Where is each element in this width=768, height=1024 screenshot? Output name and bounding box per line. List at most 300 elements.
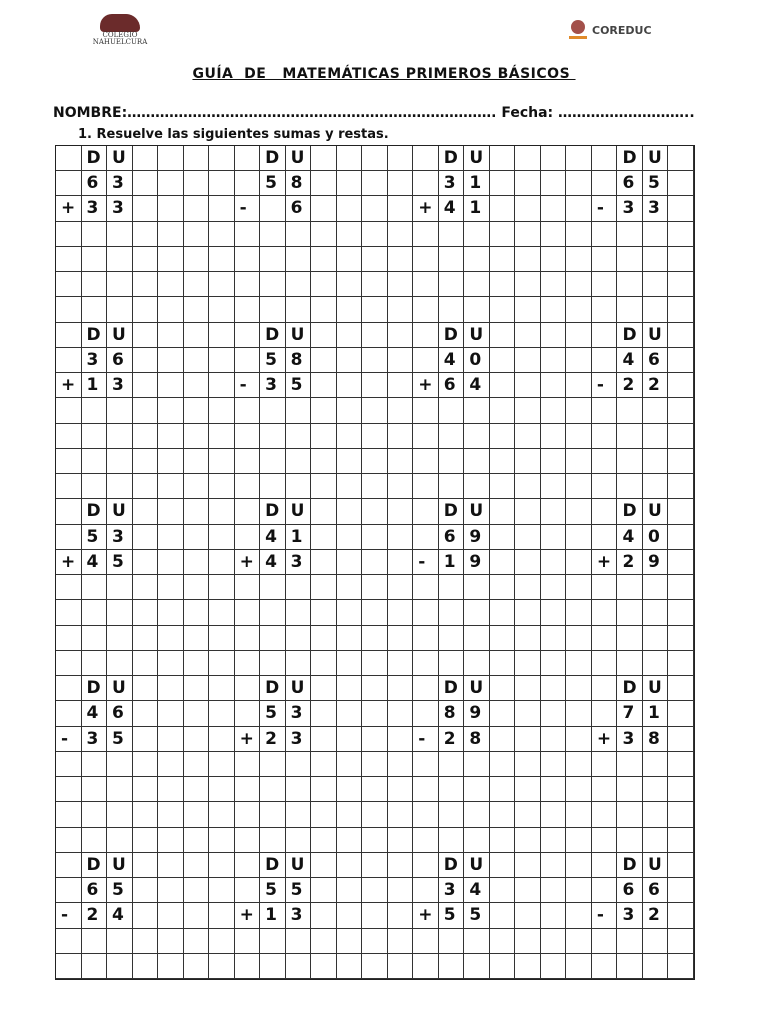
answer-cell[interactable] — [158, 398, 184, 423]
answer-cell[interactable] — [235, 171, 261, 196]
answer-cell[interactable] — [209, 247, 235, 272]
answer-cell[interactable] — [388, 474, 414, 499]
answer-cell[interactable] — [464, 474, 490, 499]
answer-cell[interactable] — [388, 196, 414, 221]
answer-cell[interactable] — [362, 828, 388, 853]
answer-cell[interactable] — [311, 929, 337, 954]
answer-cell[interactable] — [592, 474, 618, 499]
answer-cell[interactable] — [235, 247, 261, 272]
answer-cell[interactable] — [82, 954, 108, 979]
answer-cell[interactable] — [668, 196, 694, 221]
answer-cell[interactable] — [541, 676, 567, 701]
answer-cell[interactable] — [362, 550, 388, 575]
answer-cell[interactable] — [413, 676, 439, 701]
answer-cell[interactable] — [184, 424, 210, 449]
answer-cell[interactable] — [337, 247, 363, 272]
answer-cell[interactable] — [464, 626, 490, 651]
answer-cell[interactable] — [209, 878, 235, 903]
answer-cell[interactable] — [184, 802, 210, 827]
answer-cell[interactable] — [413, 777, 439, 802]
answer-cell[interactable] — [107, 474, 133, 499]
answer-cell[interactable] — [107, 272, 133, 297]
answer-cell[interactable] — [56, 525, 82, 550]
answer-cell[interactable] — [184, 272, 210, 297]
answer-cell[interactable] — [388, 146, 414, 171]
answer-cell[interactable] — [362, 474, 388, 499]
answer-cell[interactable] — [56, 600, 82, 625]
answer-cell[interactable] — [158, 424, 184, 449]
answer-cell[interactable] — [439, 777, 465, 802]
answer-cell[interactable] — [439, 222, 465, 247]
answer-cell[interactable] — [286, 828, 312, 853]
answer-cell[interactable] — [209, 727, 235, 752]
answer-cell[interactable] — [56, 449, 82, 474]
answer-cell[interactable] — [515, 424, 541, 449]
answer-cell[interactable] — [337, 600, 363, 625]
answer-cell[interactable] — [617, 222, 643, 247]
answer-cell[interactable] — [209, 752, 235, 777]
answer-cell[interactable] — [133, 752, 159, 777]
answer-cell[interactable] — [56, 802, 82, 827]
answer-cell[interactable] — [515, 171, 541, 196]
answer-cell[interactable] — [413, 651, 439, 676]
answer-cell[interactable] — [311, 222, 337, 247]
answer-cell[interactable] — [286, 449, 312, 474]
answer-cell[interactable] — [413, 146, 439, 171]
answer-cell[interactable] — [82, 424, 108, 449]
answer-cell[interactable] — [566, 525, 592, 550]
answer-cell[interactable] — [566, 297, 592, 322]
answer-cell[interactable] — [260, 575, 286, 600]
answer-cell[interactable] — [209, 777, 235, 802]
answer-cell[interactable] — [566, 575, 592, 600]
answer-cell[interactable] — [235, 323, 261, 348]
answer-cell[interactable] — [133, 727, 159, 752]
answer-cell[interactable] — [668, 878, 694, 903]
answer-cell[interactable] — [515, 272, 541, 297]
answer-cell[interactable] — [82, 802, 108, 827]
answer-cell[interactable] — [413, 449, 439, 474]
answer-cell[interactable] — [592, 853, 618, 878]
answer-cell[interactable] — [362, 171, 388, 196]
answer-cell[interactable] — [388, 828, 414, 853]
answer-cell[interactable] — [617, 651, 643, 676]
answer-cell[interactable] — [362, 575, 388, 600]
answer-cell[interactable] — [311, 600, 337, 625]
answer-cell[interactable] — [668, 272, 694, 297]
answer-cell[interactable] — [107, 651, 133, 676]
answer-cell[interactable] — [439, 424, 465, 449]
answer-cell[interactable] — [413, 474, 439, 499]
answer-cell[interactable] — [133, 777, 159, 802]
answer-cell[interactable] — [82, 600, 108, 625]
answer-cell[interactable] — [184, 878, 210, 903]
answer-cell[interactable] — [388, 171, 414, 196]
answer-cell[interactable] — [388, 449, 414, 474]
answer-cell[interactable] — [362, 727, 388, 752]
answer-cell[interactable] — [668, 297, 694, 322]
answer-cell[interactable] — [643, 474, 669, 499]
answer-cell[interactable] — [311, 196, 337, 221]
answer-cell[interactable] — [184, 398, 210, 423]
answer-cell[interactable] — [490, 828, 516, 853]
answer-cell[interactable] — [592, 247, 618, 272]
answer-cell[interactable] — [133, 575, 159, 600]
answer-cell[interactable] — [260, 600, 286, 625]
answer-cell[interactable] — [260, 222, 286, 247]
answer-cell[interactable] — [490, 626, 516, 651]
answer-cell[interactable] — [388, 398, 414, 423]
answer-cell[interactable] — [107, 424, 133, 449]
answer-cell[interactable] — [337, 373, 363, 398]
answer-cell[interactable] — [209, 701, 235, 726]
answer-cell[interactable] — [286, 398, 312, 423]
answer-cell[interactable] — [592, 600, 618, 625]
answer-cell[interactable] — [515, 954, 541, 979]
answer-cell[interactable] — [668, 348, 694, 373]
answer-cell[interactable] — [286, 222, 312, 247]
answer-cell[interactable] — [107, 297, 133, 322]
answer-cell[interactable] — [107, 802, 133, 827]
answer-cell[interactable] — [337, 196, 363, 221]
answer-cell[interactable] — [515, 499, 541, 524]
answer-cell[interactable] — [515, 600, 541, 625]
answer-cell[interactable] — [617, 272, 643, 297]
answer-cell[interactable] — [541, 272, 567, 297]
answer-cell[interactable] — [541, 196, 567, 221]
answer-cell[interactable] — [617, 954, 643, 979]
answer-cell[interactable] — [566, 752, 592, 777]
answer-cell[interactable] — [311, 449, 337, 474]
answer-cell[interactable] — [566, 474, 592, 499]
answer-cell[interactable] — [592, 752, 618, 777]
answer-cell[interactable] — [362, 878, 388, 903]
answer-cell[interactable] — [286, 424, 312, 449]
answer-cell[interactable] — [413, 525, 439, 550]
answer-cell[interactable] — [515, 903, 541, 928]
answer-cell[interactable] — [133, 297, 159, 322]
answer-cell[interactable] — [311, 752, 337, 777]
answer-cell[interactable] — [56, 272, 82, 297]
answer-cell[interactable] — [566, 777, 592, 802]
answer-cell[interactable] — [337, 323, 363, 348]
answer-cell[interactable] — [490, 777, 516, 802]
answer-cell[interactable] — [566, 903, 592, 928]
answer-cell[interactable] — [56, 323, 82, 348]
answer-cell[interactable] — [133, 701, 159, 726]
answer-cell[interactable] — [311, 297, 337, 322]
answer-cell[interactable] — [107, 247, 133, 272]
answer-cell[interactable] — [184, 853, 210, 878]
answer-cell[interactable] — [337, 676, 363, 701]
answer-cell[interactable] — [209, 474, 235, 499]
answer-cell[interactable] — [337, 954, 363, 979]
answer-cell[interactable] — [668, 853, 694, 878]
answer-cell[interactable] — [133, 802, 159, 827]
answer-cell[interactable] — [592, 171, 618, 196]
answer-cell[interactable] — [362, 626, 388, 651]
answer-cell[interactable] — [490, 651, 516, 676]
answer-cell[interactable] — [541, 525, 567, 550]
answer-cell[interactable] — [592, 499, 618, 524]
answer-cell[interactable] — [439, 752, 465, 777]
answer-cell[interactable] — [413, 701, 439, 726]
answer-cell[interactable] — [515, 474, 541, 499]
answer-cell[interactable] — [362, 777, 388, 802]
answer-cell[interactable] — [566, 651, 592, 676]
answer-cell[interactable] — [643, 222, 669, 247]
answer-cell[interactable] — [260, 954, 286, 979]
answer-cell[interactable] — [592, 449, 618, 474]
answer-cell[interactable] — [133, 247, 159, 272]
answer-cell[interactable] — [82, 398, 108, 423]
answer-cell[interactable] — [82, 651, 108, 676]
answer-cell[interactable] — [107, 626, 133, 651]
answer-cell[interactable] — [286, 651, 312, 676]
answer-cell[interactable] — [362, 398, 388, 423]
answer-cell[interactable] — [566, 828, 592, 853]
answer-cell[interactable] — [56, 348, 82, 373]
answer-cell[interactable] — [311, 802, 337, 827]
answer-cell[interactable] — [209, 676, 235, 701]
answer-cell[interactable] — [311, 727, 337, 752]
answer-cell[interactable] — [617, 575, 643, 600]
answer-cell[interactable] — [209, 828, 235, 853]
answer-cell[interactable] — [133, 954, 159, 979]
answer-cell[interactable] — [107, 828, 133, 853]
answer-cell[interactable] — [413, 171, 439, 196]
answer-cell[interactable] — [337, 777, 363, 802]
answer-cell[interactable] — [388, 676, 414, 701]
answer-cell[interactable] — [209, 499, 235, 524]
answer-cell[interactable] — [209, 853, 235, 878]
answer-cell[interactable] — [133, 600, 159, 625]
answer-cell[interactable] — [668, 247, 694, 272]
answer-cell[interactable] — [260, 929, 286, 954]
answer-cell[interactable] — [617, 247, 643, 272]
answer-cell[interactable] — [362, 525, 388, 550]
answer-cell[interactable] — [413, 323, 439, 348]
answer-cell[interactable] — [464, 247, 490, 272]
answer-cell[interactable] — [337, 752, 363, 777]
answer-cell[interactable] — [209, 600, 235, 625]
answer-cell[interactable] — [337, 903, 363, 928]
answer-cell[interactable] — [337, 727, 363, 752]
answer-cell[interactable] — [464, 802, 490, 827]
answer-cell[interactable] — [541, 954, 567, 979]
answer-cell[interactable] — [566, 626, 592, 651]
answer-cell[interactable] — [235, 878, 261, 903]
answer-cell[interactable] — [107, 954, 133, 979]
answer-cell[interactable] — [362, 297, 388, 322]
answer-cell[interactable] — [107, 600, 133, 625]
answer-cell[interactable] — [82, 297, 108, 322]
answer-cell[interactable] — [490, 575, 516, 600]
answer-cell[interactable] — [337, 626, 363, 651]
answer-cell[interactable] — [337, 272, 363, 297]
answer-cell[interactable] — [515, 802, 541, 827]
answer-cell[interactable] — [388, 802, 414, 827]
answer-cell[interactable] — [617, 424, 643, 449]
answer-cell[interactable] — [56, 171, 82, 196]
answer-cell[interactable] — [260, 297, 286, 322]
answer-cell[interactable] — [439, 651, 465, 676]
answer-cell[interactable] — [490, 297, 516, 322]
answer-cell[interactable] — [668, 903, 694, 928]
answer-cell[interactable] — [617, 828, 643, 853]
answer-cell[interactable] — [235, 272, 261, 297]
answer-cell[interactable] — [337, 853, 363, 878]
answer-cell[interactable] — [566, 146, 592, 171]
answer-cell[interactable] — [286, 954, 312, 979]
answer-cell[interactable] — [158, 626, 184, 651]
answer-cell[interactable] — [209, 903, 235, 928]
answer-cell[interactable] — [311, 499, 337, 524]
answer-cell[interactable] — [439, 802, 465, 827]
answer-cell[interactable] — [515, 348, 541, 373]
answer-cell[interactable] — [388, 777, 414, 802]
answer-cell[interactable] — [209, 323, 235, 348]
answer-cell[interactable] — [643, 752, 669, 777]
answer-cell[interactable] — [490, 171, 516, 196]
answer-cell[interactable] — [413, 222, 439, 247]
answer-cell[interactable] — [541, 222, 567, 247]
answer-cell[interactable] — [107, 449, 133, 474]
answer-cell[interactable] — [311, 474, 337, 499]
answer-cell[interactable] — [133, 424, 159, 449]
answer-cell[interactable] — [235, 626, 261, 651]
answer-cell[interactable] — [184, 499, 210, 524]
answer-cell[interactable] — [566, 701, 592, 726]
answer-cell[interactable] — [515, 398, 541, 423]
answer-cell[interactable] — [133, 626, 159, 651]
answer-cell[interactable] — [541, 853, 567, 878]
answer-cell[interactable] — [311, 676, 337, 701]
answer-cell[interactable] — [541, 373, 567, 398]
answer-cell[interactable] — [107, 575, 133, 600]
answer-cell[interactable] — [439, 449, 465, 474]
answer-cell[interactable] — [158, 929, 184, 954]
answer-cell[interactable] — [592, 626, 618, 651]
answer-cell[interactable] — [668, 373, 694, 398]
answer-cell[interactable] — [260, 626, 286, 651]
answer-cell[interactable] — [56, 954, 82, 979]
answer-cell[interactable] — [184, 323, 210, 348]
answer-cell[interactable] — [56, 752, 82, 777]
answer-cell[interactable] — [566, 247, 592, 272]
answer-cell[interactable] — [668, 550, 694, 575]
answer-cell[interactable] — [643, 449, 669, 474]
answer-cell[interactable] — [592, 878, 618, 903]
answer-cell[interactable] — [362, 701, 388, 726]
answer-cell[interactable] — [362, 373, 388, 398]
answer-cell[interactable] — [337, 348, 363, 373]
answer-cell[interactable] — [56, 499, 82, 524]
answer-cell[interactable] — [158, 171, 184, 196]
answer-cell[interactable] — [82, 247, 108, 272]
answer-cell[interactable] — [388, 424, 414, 449]
answer-cell[interactable] — [184, 297, 210, 322]
answer-cell[interactable] — [566, 196, 592, 221]
answer-cell[interactable] — [209, 550, 235, 575]
answer-cell[interactable] — [158, 727, 184, 752]
answer-cell[interactable] — [184, 929, 210, 954]
answer-cell[interactable] — [286, 929, 312, 954]
answer-cell[interactable] — [337, 398, 363, 423]
answer-cell[interactable] — [464, 954, 490, 979]
answer-cell[interactable] — [337, 651, 363, 676]
answer-cell[interactable] — [209, 651, 235, 676]
answer-cell[interactable] — [56, 575, 82, 600]
answer-cell[interactable] — [158, 474, 184, 499]
answer-cell[interactable] — [388, 550, 414, 575]
answer-cell[interactable] — [541, 651, 567, 676]
answer-cell[interactable] — [209, 222, 235, 247]
answer-cell[interactable] — [311, 701, 337, 726]
answer-cell[interactable] — [439, 600, 465, 625]
answer-cell[interactable] — [158, 373, 184, 398]
answer-cell[interactable] — [668, 954, 694, 979]
answer-cell[interactable] — [566, 550, 592, 575]
answer-cell[interactable] — [209, 297, 235, 322]
answer-cell[interactable] — [413, 398, 439, 423]
answer-cell[interactable] — [56, 853, 82, 878]
answer-cell[interactable] — [413, 348, 439, 373]
answer-cell[interactable] — [490, 398, 516, 423]
answer-cell[interactable] — [439, 474, 465, 499]
answer-cell[interactable] — [388, 701, 414, 726]
answer-cell[interactable] — [184, 626, 210, 651]
answer-cell[interactable] — [388, 878, 414, 903]
answer-cell[interactable] — [362, 449, 388, 474]
answer-cell[interactable] — [668, 600, 694, 625]
answer-cell[interactable] — [337, 878, 363, 903]
answer-cell[interactable] — [617, 449, 643, 474]
answer-cell[interactable] — [184, 373, 210, 398]
answer-cell[interactable] — [668, 398, 694, 423]
answer-cell[interactable] — [235, 600, 261, 625]
answer-cell[interactable] — [158, 348, 184, 373]
answer-cell[interactable] — [82, 626, 108, 651]
answer-cell[interactable] — [541, 146, 567, 171]
answer-cell[interactable] — [107, 777, 133, 802]
answer-cell[interactable] — [668, 146, 694, 171]
answer-cell[interactable] — [362, 929, 388, 954]
answer-cell[interactable] — [362, 954, 388, 979]
answer-cell[interactable] — [133, 272, 159, 297]
answer-cell[interactable] — [490, 525, 516, 550]
answer-cell[interactable] — [388, 651, 414, 676]
answer-cell[interactable] — [362, 323, 388, 348]
answer-cell[interactable] — [566, 449, 592, 474]
answer-cell[interactable] — [209, 929, 235, 954]
answer-cell[interactable] — [464, 222, 490, 247]
answer-cell[interactable] — [158, 222, 184, 247]
answer-cell[interactable] — [209, 626, 235, 651]
answer-cell[interactable] — [515, 146, 541, 171]
answer-cell[interactable] — [617, 297, 643, 322]
answer-cell[interactable] — [235, 575, 261, 600]
answer-cell[interactable] — [668, 474, 694, 499]
answer-cell[interactable] — [490, 929, 516, 954]
answer-cell[interactable] — [235, 701, 261, 726]
answer-cell[interactable] — [184, 954, 210, 979]
answer-cell[interactable] — [56, 297, 82, 322]
answer-cell[interactable] — [439, 929, 465, 954]
answer-cell[interactable] — [388, 525, 414, 550]
answer-cell[interactable] — [464, 828, 490, 853]
answer-cell[interactable] — [413, 878, 439, 903]
